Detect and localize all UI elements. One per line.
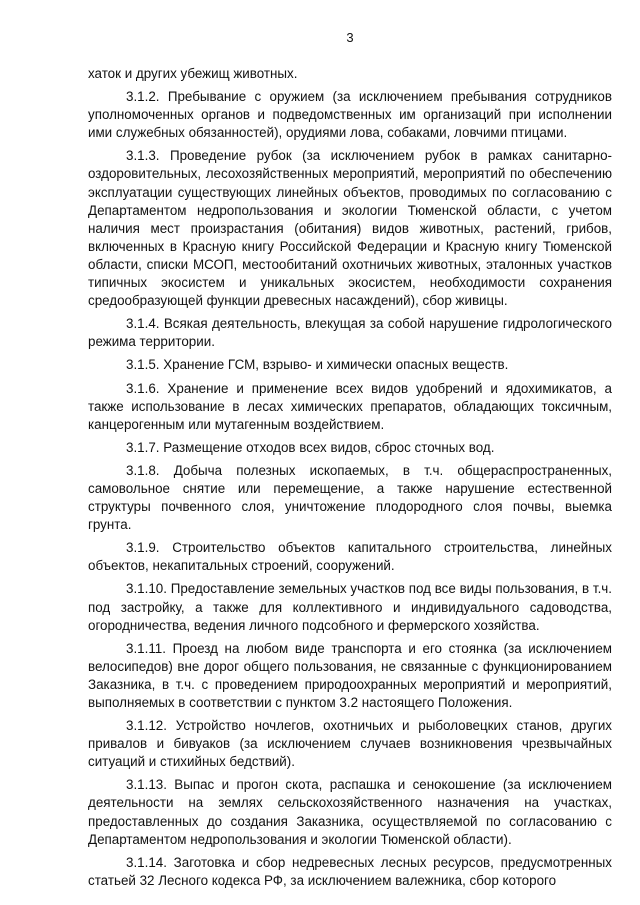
paragraph-3-1-9: 3.1.9. Строительство объектов капитального строительства, линейных объектов, некапитальных строений, сооружений. (88, 540, 612, 574)
paragraph-3-1-14: 3.1.14. Заготовка и сбор недревесных лесных ресурсов, предусмотренных статьей 32 Лесного кодекса РФ, за исключением валежника, сбор которого (88, 854, 612, 888)
paragraph-3-1-2: 3.1.2. Пребывание с оружием (за исключением пребывания сотрудников уполномоченных органов и подведомственных им организаций при исполнении ими служебных обязанностей), орудиями лова, собаками, ловчими птицами. (88, 89, 612, 141)
paragraph-3-1-7: 3.1.7. Размещение отходов всех видов, сброс сточных вод. (126, 439, 495, 455)
paragraph-3-1-10: 3.1.10. Предоставление земельных участков под все виды пользования, в т.ч. под застройку, а также для коллективного и индивидуального садоводства, огородничества, ведения личного подсобного и фермерского хозяйства. (88, 581, 612, 633)
paragraph-3-1-4: 3.1.4. Всякая деятельность, влекущая за собой нарушение гидрологического режима территории. (88, 316, 612, 350)
document-body (88, 65, 612, 895)
paragraph-3-1-3: 3.1.3. Проведение рубок (за исключением рубок в рамках санитарно-оздоровительных, лесохозяйственных мероприятий, мероприятий по обеспечению эксплуатации существующих линейных объектов, проводимых по согласованию с Департаментом недропользования и экологии Тюменской области, с учетом наличия мест произрастания (обитания) видов животных, растений, грибов, включенных в Красную книгу Российской Федерации и Красную книгу Тюменской области, списки МСОП, местообитаний охотничьих животных, эталонных участков типичных экосистем и уникальных экосистем, необходимости сохранения средообразующей функции древесных насаждений), сбор живицы. (88, 148, 612, 309)
paragraph-3-1-5: 3.1.5. Хранение ГСМ, взрыво- и химически опасных веществ. (126, 357, 509, 373)
paragraph-3-1-13: 3.1.13. Выпас и прогон скота, распашка и сенокошение (за исключением деятельности на землях сельскохозяйственного назначения на участках, предоставленных до создания Заказника, осуществляемой по согласованию с Департаментом недропользования и экологии Тюменской области). (88, 777, 612, 847)
paragraph-3-1-8: 3.1.8. Добыча полезных ископаемых, в т.ч. общераспространенных, самовольное снятие или перемещение, а также нарушение естественной структуры почвенного слоя, уничтожение плодородного слоя почвы, выемка грунта. (88, 462, 612, 533)
document-page (88, 0, 612, 905)
paragraph-3-1-11: 3.1.11. Проезд на любом виде транспорта и его стоянка (за исключением велосипедов) вне дорог общего пользования, не связанные с функционированием Заказника, в т.ч. с проведением природоохранных мероприятий и мероприятий, выполняемых в соответствии с пунктом 3.2 настоящего Положения. (88, 640, 612, 710)
paragraph-continuation: хаток и других убежищ животных. (88, 66, 298, 81)
paragraph-3-1-12: 3.1.12. Устройство ночлегов, охотничьих и рыболовецких станов, других привалов и бивуаков (за исключением случаев возникновения чрезвычайных ситуаций и стихийных бедствий). (88, 718, 612, 770)
page-number: 3 (346, 30, 354, 45)
paragraph-3-1-6: 3.1.6. Хранение и применение всех видов удобрений и ядохимикатов, а также использование в лесах химических препаратов, обладающих токсичным, канцерогенным или мутагенным воздействием. (88, 380, 612, 432)
